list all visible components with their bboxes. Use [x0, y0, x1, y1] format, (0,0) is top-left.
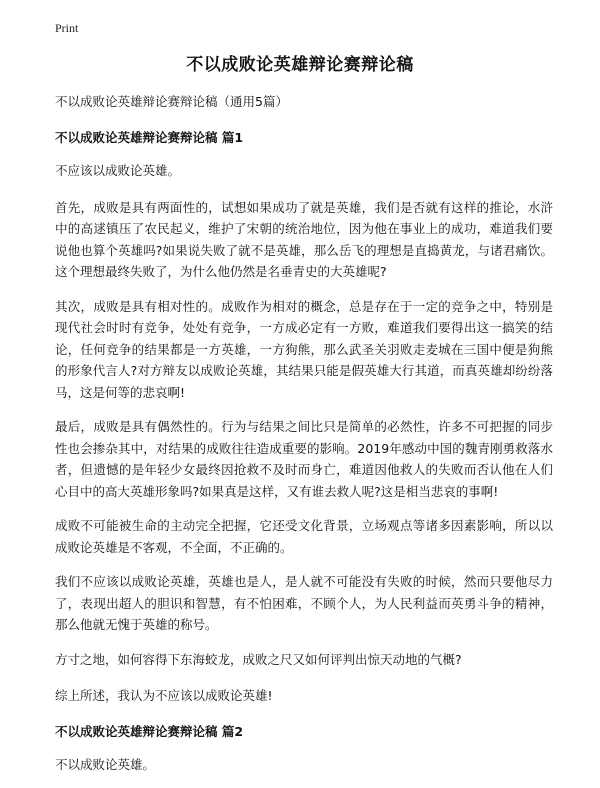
paragraph: 其次，成败是具有相对性的。成败作为相对的概念，总是存在于一定的竞争之中，特别是现代社会时时有竞争，处处有竞争，一方成必定有一方败，难道我们要得出这一搞笑的结论，任何竞争的结果都是一方英雄，一方狗熊，那么武圣关羽败走麦城在三国中便是狗熊的形象代言人?对方辩友以成败论英雄，其结果只能是假英雄大行其道，而真英雄却纷纷落马，这是何等的悲哀啊! [55, 298, 553, 400]
paragraph: 不应该以成败论英雄。 [55, 163, 181, 178]
page-title: 不以成败论英雄辩论赛辩论稿 [186, 55, 414, 75]
section-heading-2: 不以成败论英雄辩论赛辩论稿 篇2 [55, 723, 244, 739]
document-body [55, 91, 553, 788]
print-link[interactable]: Print [55, 21, 79, 35]
paragraph: 不以成败论英雄。 [55, 756, 156, 772]
document-subtitle: 不以成败论英雄辩论赛辩论稿（通用5篇） [55, 94, 288, 109]
section-heading-1: 不以成败论英雄辩论赛辩论稿 篇1 [55, 130, 244, 145]
paragraph: 最后，成败是具有偶然性的。行为与结果之间比只是简单的必然性，许多不可把握的同步性也会掺杂其中，对结果的成败往往造成重要的影响。2019年感动中国的魏青刚勇救落水者，但遗憾的是年轻少女最终因抢救不及时而身亡，难道因他救人的失败而否认他在人们心目中的高大英雄形象吗?如果真是这样，又有谁去救人呢?这是相当悲哀的事啊! [55, 419, 553, 499]
paragraph: 首先，成败是具有两面性的，试想如果成功了就是英雄，我们是否就有这样的推论，水浒中的高逑镇压了农民起义，维护了宋朝的统治地位，因为他在事业上的成功，难道我们要说他也算个英雄吗?如果说失败了就不是英雄，那么岳飞的理想是直捣黄龙，与诸君痛饮。这个理想最终失败了，为什么他仍然是名垂青史的大英雄呢? [55, 199, 553, 279]
paragraph: 综上所述，我认为不应该以成败论英雄! [55, 688, 273, 703]
paragraph: 我们不应该以成败论英雄，英雄也是人，是人就不可能没有失败的时候，然而只要他尽力了，表现出超人的胆识和智慧，有不怕困难，不顾个人，为人民利益而英勇斗争的精神，那么他就无愧于英雄的称号。 [55, 574, 553, 632]
paragraph: 方寸之地，如何容得下东海蛟龙，成败之尺又如何评判出惊天动地的气概? [55, 651, 462, 667]
paragraph: 成败不可能被生命的主动完全把握，它还受文化背景，立场观点等诸多因素影响，所以以成败论英雄是不客观，不全面，不正确的。 [55, 518, 553, 555]
